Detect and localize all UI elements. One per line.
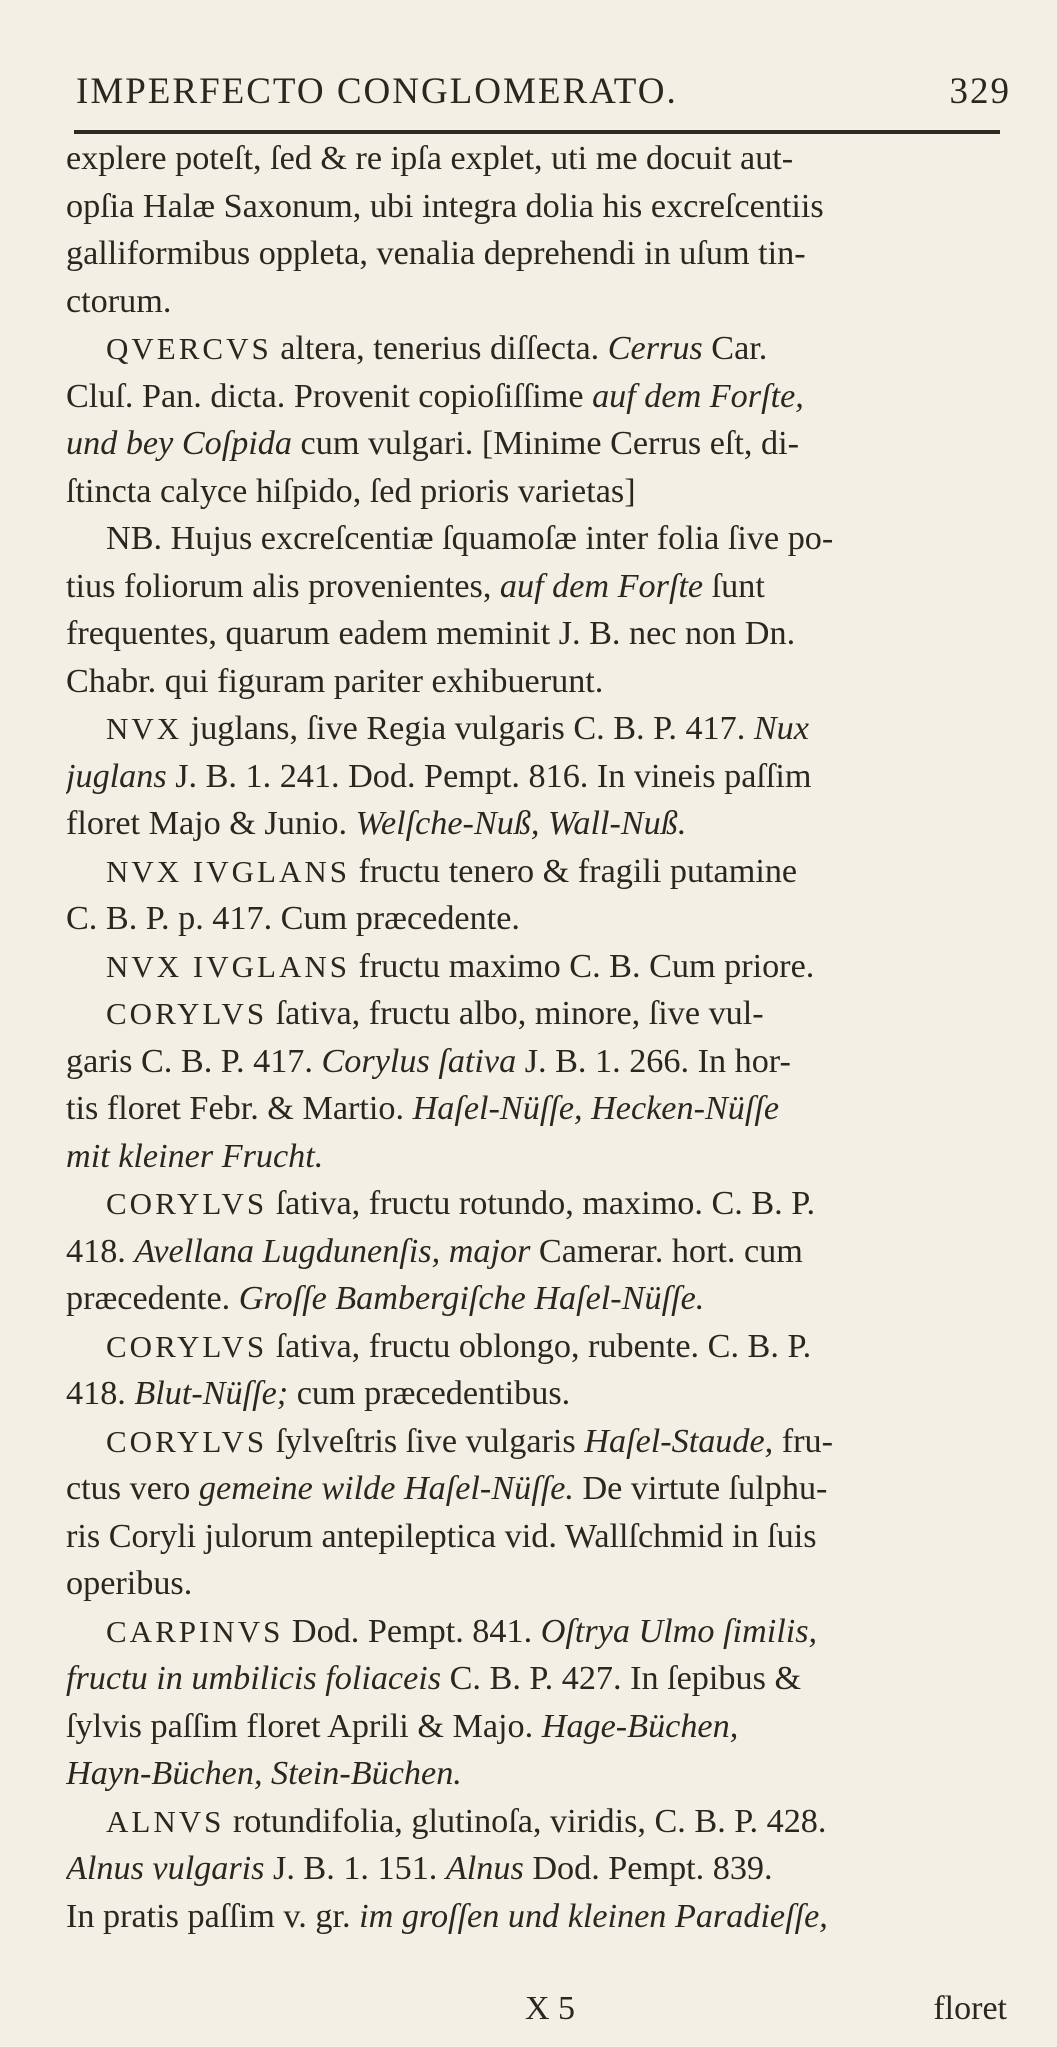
body-text: [66, 135, 1006, 1940]
italic-text: Oſtrya Ulmo ſimilis,: [540, 1612, 818, 1650]
italic-text: Blut-Nüſſe;: [134, 1375, 289, 1412]
text-run: præcedente.: [66, 1280, 239, 1317]
text-line: [66, 420, 1006, 468]
italic-text: Corylus ſativa: [321, 1042, 517, 1080]
text-line: [66, 1655, 1006, 1703]
text-run: ſtincta calyce hiſpido, ſed prioris varietas]: [66, 472, 636, 510]
text-line: [66, 1893, 1006, 1941]
text-line: [66, 1038, 1006, 1086]
text-line: [66, 278, 1006, 326]
text-run: 418.: [66, 1375, 135, 1412]
catchword: floret: [933, 1990, 1007, 2027]
text-line: [66, 943, 1006, 991]
page-number: 329: [949, 71, 1011, 112]
text-run: operibus.: [66, 1565, 193, 1602]
text-run: De virtute ſulphu-: [573, 1470, 828, 1507]
header-rule: [74, 130, 1000, 134]
entry-headword: CORYLVS: [106, 1186, 268, 1221]
text-run: J. B. 1. 241. Dod. Pempt. 816. In vineis paſſim: [166, 757, 812, 795]
page-footer: [0, 1990, 1057, 2040]
italic-text: Avellana Lugdunenſis, major: [134, 1232, 531, 1270]
text-run: Dod. Pempt. 841.: [283, 1612, 541, 1650]
text-run: explere poteſt, ſed & re ipſa explet, uti me docuit aut-: [66, 140, 794, 177]
italic-text: fructu in umbilicis foliaceis: [66, 1660, 442, 1697]
text-line: [66, 1275, 1006, 1323]
italic-text: Groſſe Bambergiſche Haſel-Nüſſe.: [238, 1280, 705, 1317]
italic-text: Nux: [753, 710, 809, 747]
italic-text: Alnus: [445, 1850, 524, 1887]
text-line: [66, 1323, 1006, 1371]
italic-text: und bey Coſpida: [66, 425, 292, 462]
text-line: [66, 373, 1006, 421]
text-line: [66, 183, 1006, 231]
italic-text: gemeine wilde Haſel-Nüſſe.: [198, 1470, 574, 1507]
signature-mark: X 5: [525, 1990, 576, 2027]
italic-text: Haſel-Staude,: [584, 1422, 774, 1460]
text-line: [66, 1845, 1006, 1893]
text-run: tis floret Febr. & Martio.: [66, 1090, 413, 1127]
text-line: [66, 468, 1006, 516]
running-header: [76, 70, 1011, 113]
text-run: Camerar. hort. cum: [530, 1232, 803, 1270]
text-line: [66, 1465, 1006, 1513]
text-run: juglans, ſive Regia vulgaris C. B. P. 417.: [182, 710, 754, 747]
entry-headword: ALNVS: [106, 1803, 225, 1839]
text-run: galliformibus oppleta, venalia deprehendi in uſum tin-: [66, 235, 806, 272]
entry-headword: CARPINVS: [106, 1613, 284, 1649]
text-line: [66, 1560, 1006, 1608]
text-run: ctorum.: [66, 282, 172, 320]
italic-text: Hage-Büchen,: [541, 1707, 739, 1745]
text-run: ſativa, fructu albo, minore, ſive vul-: [267, 995, 764, 1032]
text-run: ſylvis paſſim floret Aprili & Majo.: [66, 1707, 542, 1745]
text-line: [66, 610, 1006, 658]
text-line: [66, 325, 1006, 373]
text-run: rotundifolia, glutinoſa, viridis, C. B. P. 428.: [224, 1802, 827, 1840]
running-title: IMPERFECTO CONGLOMERATO.: [76, 71, 678, 112]
entry-headword: CORYLVS: [106, 1423, 268, 1459]
text-line: [66, 1133, 1006, 1181]
text-run: ris Coryli julorum antepileptica vid. Wallſchmid in ſuis: [66, 1517, 817, 1555]
text-line: [66, 1608, 1006, 1656]
italic-text: Alnus vulgaris: [66, 1850, 265, 1887]
italic-text: auf dem Forſte,: [592, 377, 804, 415]
italic-text: auf dem Forſte: [499, 567, 704, 605]
text-run: Cluſ. Pan. dicta. Provenit copioſiſſime: [66, 377, 593, 415]
text-line: [66, 990, 1006, 1038]
text-line: [66, 515, 1006, 563]
text-line: [66, 1418, 1006, 1466]
text-run: 418.: [66, 1232, 135, 1270]
text-run: C. B. P. p. 417. Cum præcedente.: [66, 900, 520, 937]
text-run: cum vulgari. [Minime Cerrus eſt, di-: [292, 425, 800, 462]
italic-text: juglans: [66, 757, 167, 795]
text-run: ſylveſtris ſive vulgaris: [267, 1422, 585, 1460]
italic-text: mit kleiner Frucht.: [66, 1137, 324, 1175]
text-line: [66, 1750, 1006, 1798]
text-line: [66, 1370, 1006, 1418]
italic-text: Haſel-Nüſſe, Hecken-Nüſſe: [412, 1090, 780, 1127]
text-run: fructu tenero & fragili putamine: [349, 852, 798, 890]
text-run: opſia Halæ Saxonum, ubi integra dolia his excreſcentiis: [66, 187, 824, 225]
text-line: [66, 705, 1006, 753]
entry-headword: CORYLVS: [106, 1328, 268, 1364]
text-run: cum præcedentibus.: [288, 1375, 571, 1412]
entry-headword: QVERCVS: [106, 331, 272, 366]
entry-headword: NVX IVGLANS: [106, 948, 350, 984]
entry-headword: NVX: [106, 711, 183, 746]
text-line: [66, 230, 1006, 278]
text-run: tius foliorum alis provenientes,: [66, 567, 500, 605]
text-run: J. B. 1. 151.: [264, 1850, 446, 1887]
text-run: floret Majo & Junio.: [66, 805, 356, 842]
entry-headword: NVX IVGLANS: [106, 853, 350, 889]
entry-headword: CORYLVS: [106, 996, 268, 1031]
text-run: Dod. Pempt. 839.: [523, 1850, 773, 1887]
text-line: [66, 135, 1006, 183]
text-run: garis C. B. P. 417.: [66, 1042, 322, 1080]
text-line: [66, 895, 1006, 943]
text-line: [66, 753, 1006, 801]
text-line: [66, 1703, 1006, 1751]
text-line: [66, 848, 1006, 896]
text-run: altera, tenerius diſſecta.: [271, 330, 608, 367]
text-line: [66, 1798, 1006, 1846]
text-line: [66, 563, 1006, 611]
italic-text: Welſche-Nuß, Wall-Nuß.: [355, 805, 687, 842]
text-line: [66, 1513, 1006, 1561]
text-run: Chabr. qui figuram pariter exhibuerunt.: [66, 662, 604, 700]
text-run: frequentes, quarum eadem meminit J. B. nec non Dn.: [66, 615, 796, 652]
text-run: NB. Hujus excreſcentiæ ſquamoſæ inter folia ſive po-: [106, 520, 834, 557]
text-run: In pratis paſſim v. gr.: [66, 1897, 360, 1935]
text-run: ctus vero: [66, 1470, 199, 1507]
text-run: C. B. P. 427. In ſepibus &: [441, 1660, 802, 1697]
text-run: J. B. 1. 266. In hor-: [516, 1042, 791, 1080]
text-run: fru-: [773, 1422, 834, 1460]
italic-text: Hayn-Büchen, Stein-Büchen.: [66, 1755, 462, 1792]
text-line: [66, 658, 1006, 706]
text-run: ſunt: [703, 567, 765, 605]
text-run: fructu maximo C. B. Cum priore.: [349, 947, 815, 985]
text-run: ſativa, fructu rotundo, maximo. C. B. P.: [267, 1185, 816, 1222]
text-line: [66, 800, 1006, 848]
text-run: Car.: [702, 330, 768, 367]
text-line: [66, 1228, 1006, 1276]
italic-text: im groſſen und kleinen Paradieſſe,: [359, 1897, 828, 1935]
italic-text: Cerrus: [607, 330, 703, 367]
text-run: ſativa, fructu oblongo, rubente. C. B. P.: [267, 1327, 812, 1365]
text-line: [66, 1180, 1006, 1228]
text-line: [66, 1085, 1006, 1133]
